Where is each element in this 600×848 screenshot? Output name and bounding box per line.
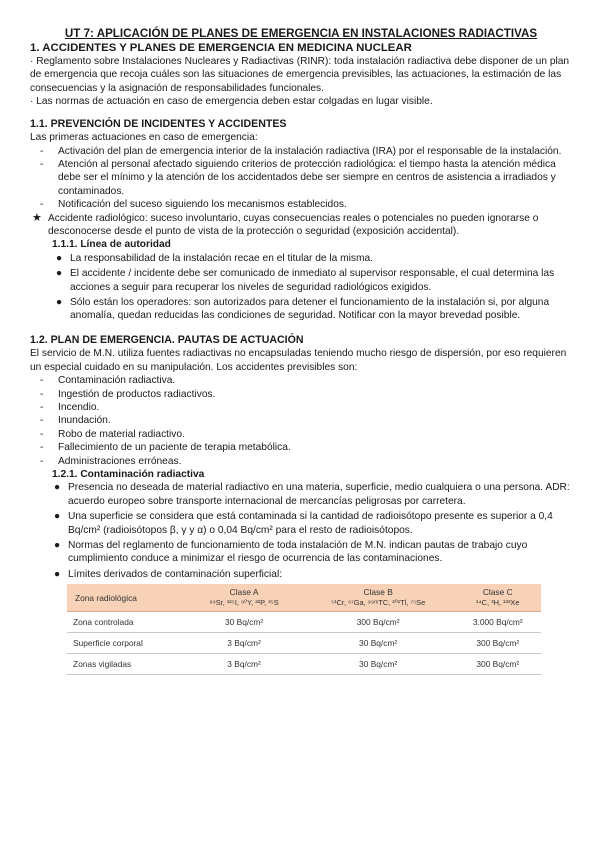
table-cell: Zonas vigiladas <box>67 654 186 675</box>
section-1-1-heading: 1.1. PREVENCIÓN DE INCIDENTES Y ACCIDENTES <box>30 117 287 130</box>
list-item-text: El accidente / incidente debe ser comunicado de inmediato al supervisor responsable, el cual determina las acciones a seguir para recuperar los niveles de seguridad radiológicos exigidos. <box>70 268 555 293</box>
list-item-text: Contaminación radiactiva. <box>58 375 176 387</box>
list-item-text: Atención al personal afectado siguiendo criterios de protección radiológica: el tiempo hasta la atención médica debe ser el mínimo y la atención de los accidentados debe ser siempre en centros de asistencia a irradiados y contaminados. <box>58 158 556 197</box>
header-label: Clase B <box>363 587 393 598</box>
section-1-1-1-bullet-list <box>30 252 572 323</box>
list-item <box>30 539 572 566</box>
dash-marker: - <box>40 455 44 467</box>
dash-marker: - <box>40 375 44 387</box>
dash-marker: - <box>40 388 44 400</box>
bullet-icon: ● <box>54 540 61 551</box>
table-cell: Superficie corporal <box>67 633 186 654</box>
list-item <box>30 374 572 387</box>
dash-marker: - <box>40 415 44 427</box>
section-1-2-1-heading: 1.2.1. Contaminación radiactiva <box>52 468 205 480</box>
bullet-icon: ● <box>54 568 61 580</box>
header-label: Clase C <box>482 587 513 598</box>
list-item <box>30 158 572 198</box>
table-header-cell <box>186 584 301 612</box>
bullet-icon: ● <box>54 482 61 494</box>
header-label: Zona radiológica <box>75 592 137 603</box>
table-cell: 3 Bq/cm² <box>186 633 301 654</box>
definition-text: Accidente radiológico: suceso involuntario, cuyas consecuencias reales o potenciales no pueden ignorarse o desconocerse desde el punto de vista de la protección o seguridad (exposición accidental). <box>48 212 539 237</box>
list-item <box>30 198 572 211</box>
table-header-cell <box>67 584 186 612</box>
star-icon: ★ <box>32 211 42 224</box>
list-item-text: Una superficie se considera que está contaminada si la cantidad de radioisótopo presente es superior a 0,4 Bq/cm² (radioisótopos β, γ y α) o 0,04 Bq/cm² para el resto de radioisótopos. <box>68 511 553 536</box>
list-item <box>30 252 572 265</box>
header-isotopes: ¹⁴C, ³H, ¹³³Xe <box>476 598 520 608</box>
header-label: Clase A <box>229 587 259 598</box>
table-cell: 30 Bq/cm² <box>302 633 455 654</box>
list-item <box>30 145 572 158</box>
table-cell: 3.000 Bq/cm² <box>455 612 541 633</box>
list-item-text: Ingestión de productos radiactivos. <box>58 388 216 400</box>
dash-marker: - <box>40 199 44 211</box>
section-1-heading: 1. ACCIDENTES Y PLANES DE EMERGENCIA EN MEDICINA NUCLEAR <box>30 42 412 54</box>
list-item-text: Normas del reglamento de funcionamiento de toda instalación de M.N. indican pautas de trabajo cuyo cumplimiento conduce a minimizar el riesgo de ocurrencia de las contaminaciones. <box>68 540 528 565</box>
list-item <box>30 441 572 454</box>
list-item-text: Sólo están los operadores: son autorizados para detener el funcionamiento de la instalación si, por alguna anomalía, quedan reducidas las condiciones de seguridad. Notificar con la mayor brevedad posible. <box>70 297 550 322</box>
section-1-1-1-heading: 1.1.1. Línea de autoridad <box>52 239 171 251</box>
header-isotopes: ⁵¹Cr, ⁶⁷Ga, ⁹⁹ᵐTC, ²⁰¹Tl, ⁷⁵Se <box>331 598 426 608</box>
section-1-1-intro: Las primeras actuaciones en caso de emergencia: <box>30 132 258 144</box>
bullet-icon: ● <box>56 297 63 308</box>
table-header-cell <box>455 584 541 612</box>
table-row <box>67 654 541 675</box>
list-item <box>30 414 572 427</box>
dash-marker: - <box>40 401 44 413</box>
list-item <box>30 481 572 508</box>
list-item-text: Administraciones erróneas. <box>58 455 182 467</box>
list-item <box>30 428 572 441</box>
table-row <box>67 612 541 633</box>
list-item-text: Inundación. <box>58 415 111 427</box>
table-header-cell <box>302 584 455 612</box>
bullet-icon: ● <box>56 252 63 264</box>
section-1-paragraph-2: · Las normas de actuación en caso de emergencia deben estar colgadas en lugar visible. <box>30 96 433 108</box>
list-item <box>30 455 572 468</box>
list-item-text: Notificación del suceso siguiendo los mecanismos establecidos. <box>58 199 347 211</box>
table-cell: 30 Bq/cm² <box>186 612 301 633</box>
bullet-icon: ● <box>56 268 63 280</box>
list-item <box>30 296 572 323</box>
list-item <box>30 267 572 294</box>
surface-contamination-limits-table <box>67 584 541 675</box>
table-row <box>67 633 541 654</box>
list-item <box>30 401 572 414</box>
list-item-text: Límites derivados de contaminación superficial: <box>68 568 283 580</box>
list-item <box>30 388 572 401</box>
table-cell: 30 Bq/cm² <box>302 654 455 675</box>
dash-marker: - <box>40 442 44 454</box>
list-item <box>30 510 572 537</box>
list-item-text: Activación del plan de emergencia interior de la instalación radiactiva (IRA) por el responsable de la instalación. <box>58 145 562 157</box>
accidente-radiologico-definition <box>30 212 572 239</box>
dash-marker: - <box>40 428 44 440</box>
section-1-2-intro: El servicio de M.N. utiliza fuentes radiactivas no encapsuladas teniendo mucho riesgo de dispersión, por eso requieren un especial cuidado en su manipulación. Los accidentes previsibles son: <box>30 348 567 373</box>
list-item-text: Incendio. <box>58 401 100 413</box>
list-item-text: Presencia no deseada de material radiactivo en una materia, superficie, medio cualquiera o una persona. ADR: acuerdo europeo sobre transporte internacional de mercancías peligrosas por carretera. <box>68 482 570 507</box>
table-cell: 300 Bq/cm² <box>455 654 541 675</box>
table-cell: 3 Bq/cm² <box>186 654 301 675</box>
table-cell: 300 Bq/cm² <box>455 633 541 654</box>
section-1-2-dash-list <box>30 374 572 468</box>
section-1-paragraph-1: · Reglamento sobre Instalaciones Nucleares y Radiactivas (RINR): toda instalación radiactiva debe disponer de un plan de emergencia que recoja cuáles son las situaciones de emergencia previsibles, las actuaciones, la estimación de las consecuencias y la asignación de responsabilidades funcionales. <box>30 56 570 94</box>
list-item-text: Fallecimiento de un paciente de terapia metabólica. <box>58 442 291 454</box>
document-page <box>30 27 572 675</box>
document-title: UT 7: APLICACIÓN DE PLANES DE EMERGENCIA EN INSTALACIONES RADIACTIVAS <box>64 27 538 40</box>
list-item-text: Robo de material radiactivo. <box>58 428 185 440</box>
section-1-2-1-bullet-list <box>30 481 572 581</box>
table-header-row <box>67 584 541 612</box>
table-cell: Zona controlada <box>67 612 186 633</box>
section-1-2-heading: 1.2. PLAN DE EMERGENCIA. PAUTAS DE ACTUACIÓN <box>30 333 304 346</box>
list-item-text: La responsabilidad de la instalación recae en el titular de la misma. <box>70 252 373 264</box>
section-1-1-dash-list <box>30 145 572 212</box>
bullet-icon: ● <box>54 511 61 523</box>
header-isotopes: ⁸⁹Sr, ¹²⁵I, ⁹⁰Y, ³²P, ³⁵S <box>209 598 279 608</box>
dash-marker: - <box>40 158 44 170</box>
table-cell: 300 Bq/cm² <box>302 612 455 633</box>
dash-marker: - <box>40 145 44 157</box>
list-item <box>30 568 572 581</box>
